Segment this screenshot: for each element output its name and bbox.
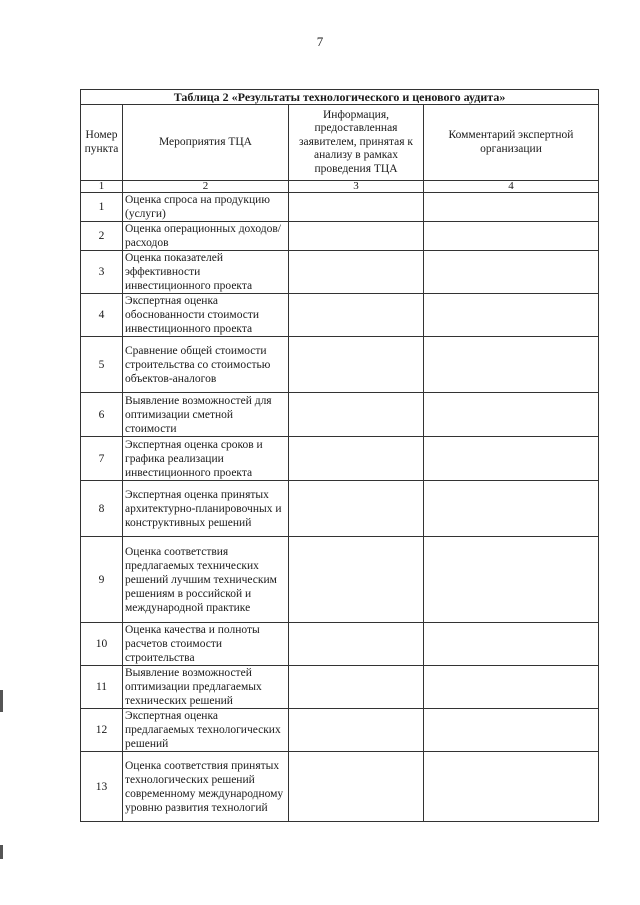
row-activity: Оценка операционных доходов/расходов: [123, 222, 289, 251]
row-number: 5: [81, 337, 123, 393]
row-number: 10: [81, 623, 123, 666]
row-expert-comment: [424, 222, 599, 251]
table-row: [81, 537, 599, 623]
row-activity: Выявление возможностей оптимизации предлагаемых технических решений: [123, 666, 289, 709]
table-row: [81, 481, 599, 537]
row-number: 12: [81, 709, 123, 752]
table-row: [81, 294, 599, 337]
column-number: 1: [81, 181, 123, 193]
header-item-number: Номер пункта: [81, 105, 123, 181]
row-applicant-info: [289, 481, 424, 537]
row-applicant-info: [289, 537, 424, 623]
row-activity: Оценка спроса на продукцию (услуги): [123, 193, 289, 222]
row-activity: Оценка соответствия принятых технологических решений современному международному уровню развития технологий: [123, 752, 289, 822]
scan-edge-mark: [0, 845, 3, 859]
row-applicant-info: [289, 393, 424, 437]
row-applicant-info: [289, 222, 424, 251]
row-activity: Оценка показателей эффективности инвестиционного проекта: [123, 251, 289, 294]
table-row: [81, 437, 599, 481]
row-number: 6: [81, 393, 123, 437]
row-number: 4: [81, 294, 123, 337]
row-activity: Сравнение общей стоимости строительства со стоимостью объектов-аналогов: [123, 337, 289, 393]
row-number: 13: [81, 752, 123, 822]
header-applicant-info: Информация, предоставленная заявителем, принятая к анализу в рамках проведения ТЦА: [289, 105, 424, 181]
row-activity: Экспертная оценка обоснованности стоимости инвестиционного проекта: [123, 294, 289, 337]
row-expert-comment: [424, 752, 599, 822]
row-applicant-info: [289, 193, 424, 222]
row-number: 1: [81, 193, 123, 222]
table-title: Таблица 2 «Результаты технологического и ценового аудита»: [81, 90, 599, 105]
table-row: [81, 752, 599, 822]
row-applicant-info: [289, 437, 424, 481]
header-activities: Мероприятия ТЦА: [123, 105, 289, 181]
column-number: 3: [289, 181, 424, 193]
row-activity: Экспертная оценка принятых архитектурно-планировочных и конструктивных решений: [123, 481, 289, 537]
table-row: [81, 393, 599, 437]
row-number: 7: [81, 437, 123, 481]
header-expert-comment: Комментарий экспертной организации: [424, 105, 599, 181]
row-activity: Оценка качества и полноты расчетов стоимости строительства: [123, 623, 289, 666]
row-number: 11: [81, 666, 123, 709]
row-applicant-info: [289, 294, 424, 337]
row-applicant-info: [289, 251, 424, 294]
row-applicant-info: [289, 337, 424, 393]
row-expert-comment: [424, 709, 599, 752]
row-expert-comment: [424, 481, 599, 537]
row-expert-comment: [424, 193, 599, 222]
row-activity: Экспертная оценка сроков и графика реализации инвестиционного проекта: [123, 437, 289, 481]
table-row: [81, 222, 599, 251]
column-number: 2: [123, 181, 289, 193]
table-header-row: [81, 105, 599, 181]
row-applicant-info: [289, 623, 424, 666]
row-expert-comment: [424, 294, 599, 337]
row-expert-comment: [424, 393, 599, 437]
page-number: 7: [316, 34, 324, 49]
table-row: [81, 666, 599, 709]
table-row: [81, 337, 599, 393]
table-row: [81, 193, 599, 222]
row-applicant-info: [289, 666, 424, 709]
row-number: 3: [81, 251, 123, 294]
row-expert-comment: [424, 437, 599, 481]
table-row: [81, 623, 599, 666]
table-row: [81, 709, 599, 752]
row-activity: Выявление возможностей для оптимизации сметной стоимости: [123, 393, 289, 437]
row-applicant-info: [289, 709, 424, 752]
row-expert-comment: [424, 251, 599, 294]
row-activity: Оценка соответствия предлагаемых технических решений лучшим техническим решениям в российской и международной практике: [123, 537, 289, 623]
row-expert-comment: [424, 537, 599, 623]
row-applicant-info: [289, 752, 424, 822]
column-number-row: [81, 181, 599, 193]
scan-edge-mark: [0, 690, 3, 712]
row-activity: Экспертная оценка предлагаемых технологических решений: [123, 709, 289, 752]
row-number: 8: [81, 481, 123, 537]
audit-results-table: [80, 89, 599, 822]
row-expert-comment: [424, 623, 599, 666]
row-number: 9: [81, 537, 123, 623]
column-number: 4: [424, 181, 599, 193]
row-number: 2: [81, 222, 123, 251]
table-row: [81, 251, 599, 294]
table-title-row: [81, 90, 599, 105]
row-expert-comment: [424, 666, 599, 709]
row-expert-comment: [424, 337, 599, 393]
